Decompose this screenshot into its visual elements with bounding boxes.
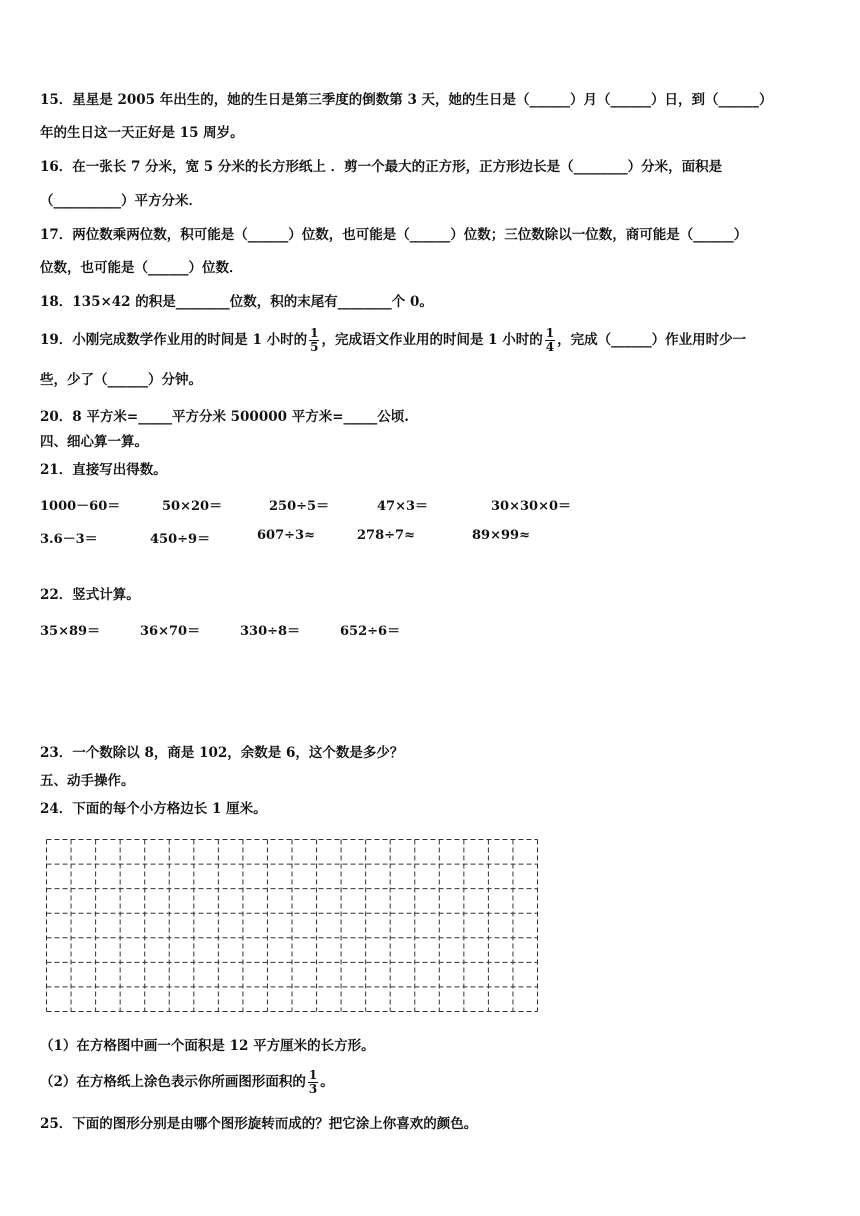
calc-item: 250÷5＝ bbox=[269, 499, 330, 514]
fraction-one-third: $\frac{1}{3}$ bbox=[308, 1068, 318, 1096]
grid-svg bbox=[45, 838, 539, 1013]
q22-title: 22．竖式计算。 bbox=[40, 587, 140, 603]
q16-line2: （__________）平方分米． bbox=[40, 193, 202, 209]
q20: 20．8 平方米=_____平方分米 500000 平方米=_____公顷. bbox=[40, 409, 409, 425]
calc-item: 450÷9＝ bbox=[150, 532, 211, 547]
q24-part2-text: （2）在方格纸上涂色表示你所画图形面积的 bbox=[40, 1074, 306, 1090]
q24-part2-end: 。 bbox=[320, 1074, 334, 1090]
calc-item: 607÷3≈ bbox=[257, 528, 315, 543]
q23: 23．一个数除以 8，商是 102，余数是 6，这个数是多少？ bbox=[40, 745, 404, 761]
q19-part2: ，完成语文作业用的时间是 1 小时的 bbox=[321, 332, 543, 348]
q16-line1: 16．在一张长 7 分米，宽 5 分米的长方形纸上 ．剪一个最大的正方形，正方形边长是（________）分米，面积是 bbox=[40, 159, 723, 175]
q24-title: 24．下面的每个小方格边长 1 厘米。 bbox=[40, 801, 267, 817]
q19-line1 bbox=[40, 322, 746, 358]
calc-item: 47×3＝ bbox=[377, 499, 429, 514]
q19-part3: ，完成（______）作业用时少一 bbox=[557, 332, 747, 348]
q25: 25．下面的图形分别是由哪个图形旋转而成的？把它涂上你喜欢的颜色。 bbox=[40, 1116, 478, 1132]
q24-part2 bbox=[40, 1064, 334, 1100]
q19-part1: 19．小刚完成数学作业用的时间是 1 小时的 bbox=[40, 332, 308, 348]
section5-title: 五、动手操作。 bbox=[40, 773, 135, 789]
calc-item: 3.6－3＝ bbox=[40, 532, 98, 547]
q15-line1: 15．星星是 2005 年出生的，她的生日是第三季度的倒数第 3 天，她的生日是（______）月（______）日，到（______） bbox=[40, 92, 773, 108]
q15-line2: 年的生日这一天正好是 15 周岁。 bbox=[40, 125, 244, 141]
calc-item: 89×99≈ bbox=[472, 528, 530, 543]
q21-title: 21．直接写出得数。 bbox=[40, 462, 167, 478]
calc-item: 30×30×0＝ bbox=[491, 499, 572, 514]
q17-line1: 17．两位数乘两位数，积可能是（______）位数，也可能是（______）位数；三位数除以一位数，商可能是（______） bbox=[40, 227, 748, 243]
calc-item: 330÷8＝ bbox=[240, 624, 301, 639]
fraction-one-fourth: $\frac{1}{4}$ bbox=[545, 326, 555, 354]
q24-part1: （1）在方格图中画一个面积是 12 平方厘米的长方形。 bbox=[40, 1038, 375, 1054]
calc-item: 50×20＝ bbox=[162, 499, 223, 514]
calc-item: 278÷7≈ bbox=[357, 528, 415, 543]
calc-item: 652÷6＝ bbox=[340, 624, 401, 639]
section4-title: 四、细心算一算。 bbox=[40, 434, 148, 450]
square-grid[interactable] bbox=[45, 838, 539, 1013]
calc-item: 1000－60＝ bbox=[40, 499, 121, 514]
q18: 18．135×42 的积是________位数，积的末尾有________个 0。 bbox=[40, 294, 433, 310]
calc-item: 35×89＝ bbox=[40, 624, 101, 639]
fraction-one-fifth: $\frac{1}{5}$ bbox=[310, 326, 319, 354]
q17-line2: 位数，也可能是（______）位数． bbox=[40, 260, 243, 276]
calc-item: 36×70＝ bbox=[140, 624, 201, 639]
q19-line2: 些，少了（______）分钟。 bbox=[40, 372, 202, 388]
